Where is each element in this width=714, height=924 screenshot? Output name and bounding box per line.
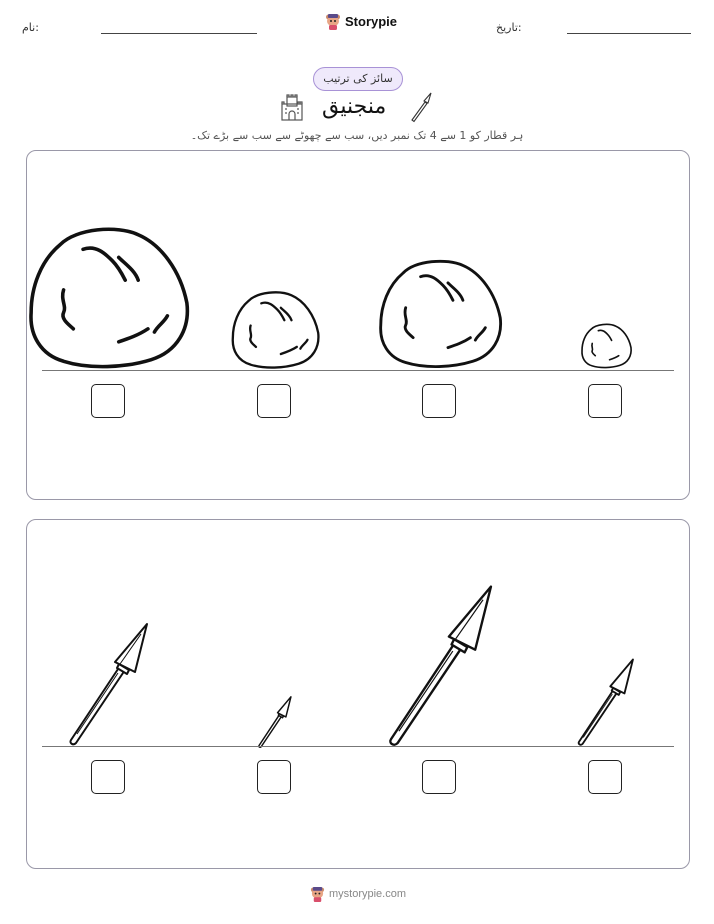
boulder-icon — [581, 323, 632, 369]
instructions: ہر قطار کو 1 سے 4 تک نمبر دیں، سب سے چھوٹے سے سب سے بڑے تک۔ — [190, 129, 524, 142]
spear-title-icon — [410, 92, 432, 122]
date-label: تاریخ: — [496, 21, 522, 34]
sort-panel-boulders — [26, 150, 690, 500]
worksheet-title: منجنیق — [322, 94, 387, 119]
rank-box[interactable] — [422, 760, 456, 794]
baseline — [42, 746, 674, 747]
name-field[interactable] — [101, 33, 257, 34]
date-field[interactable] — [567, 33, 691, 34]
rank-box[interactable] — [422, 384, 456, 418]
spear-icon — [257, 696, 293, 748]
rank-box[interactable] — [588, 384, 622, 418]
rank-box[interactable] — [91, 384, 125, 418]
rank-box[interactable] — [91, 760, 125, 794]
spear-icon — [67, 622, 151, 746]
baseline — [42, 370, 674, 371]
bear-mascot-icon — [325, 13, 341, 30]
rank-box[interactable] — [257, 760, 291, 794]
title-row — [278, 92, 438, 126]
rank-box[interactable] — [588, 760, 622, 794]
footer — [310, 886, 406, 902]
boulder-icon — [27, 225, 191, 371]
castle-icon — [278, 94, 306, 122]
footer-url[interactable]: mystorypie.com — [329, 888, 407, 900]
sort-panel-spears — [26, 519, 690, 869]
boulder-icon — [230, 290, 321, 370]
spear-icon — [576, 658, 636, 746]
name-label: نام: — [22, 21, 39, 34]
brand-name: Storypie — [345, 14, 398, 29]
bear-mascot-icon — [310, 886, 325, 902]
category-badge: سائز کی ترتیب — [313, 67, 403, 91]
brand-logo — [325, 13, 397, 30]
boulder-icon — [378, 258, 503, 370]
rank-box[interactable] — [257, 384, 291, 418]
spear-icon — [385, 584, 497, 747]
